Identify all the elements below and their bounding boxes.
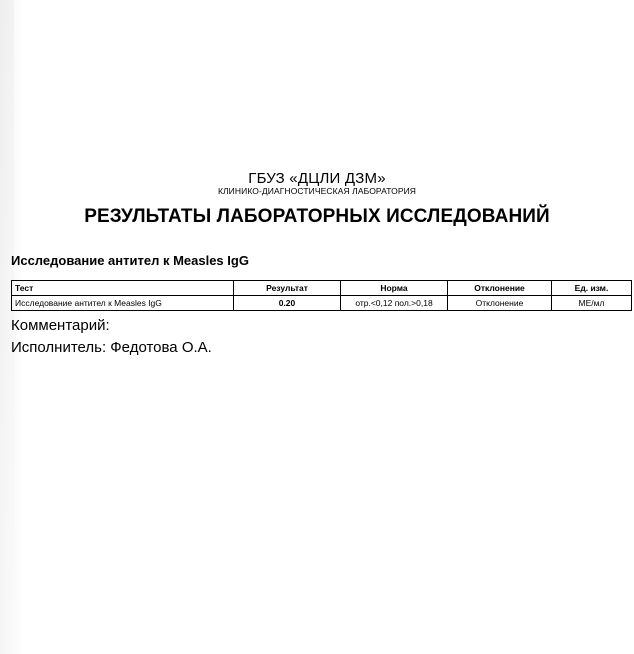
column-header-unit: Ед. изм. [552, 281, 632, 296]
document-title: РЕЗУЛЬТАТЫ ЛАБОРАТОРНЫХ ИССЛЕДОВАНИЙ [84, 206, 550, 227]
results-table [11, 280, 632, 311]
cell-result-value: 0.20 [234, 296, 341, 311]
table-row [12, 296, 632, 311]
table-header-row [12, 281, 632, 296]
executor-label: Исполнитель: Федотова О.А. [11, 339, 212, 356]
cell-deviation: Отклонение [448, 296, 552, 311]
cell-test-name: Исследование антител к Measles IgG [12, 296, 234, 311]
column-header-test: Тест [12, 281, 234, 296]
department-name: КЛИНИКО-ДИАГНОСТИЧЕСКАЯ ЛАБОРАТОРИЯ [217, 186, 417, 196]
section-title: Исследование антител к Measles IgG [11, 253, 249, 268]
comment-label: Комментарий: [11, 317, 110, 334]
column-header-result: Результат [234, 281, 341, 296]
column-header-deviation: Отклонение [448, 281, 552, 296]
organization-name: ГБУЗ «ДЦЛИ ДЗМ» [248, 170, 386, 187]
cell-unit: МЕ/мл [552, 296, 632, 311]
column-header-norm: Норма [341, 281, 448, 296]
cell-norm-range: отр.<0,12 пол.>0,18 [341, 296, 448, 311]
